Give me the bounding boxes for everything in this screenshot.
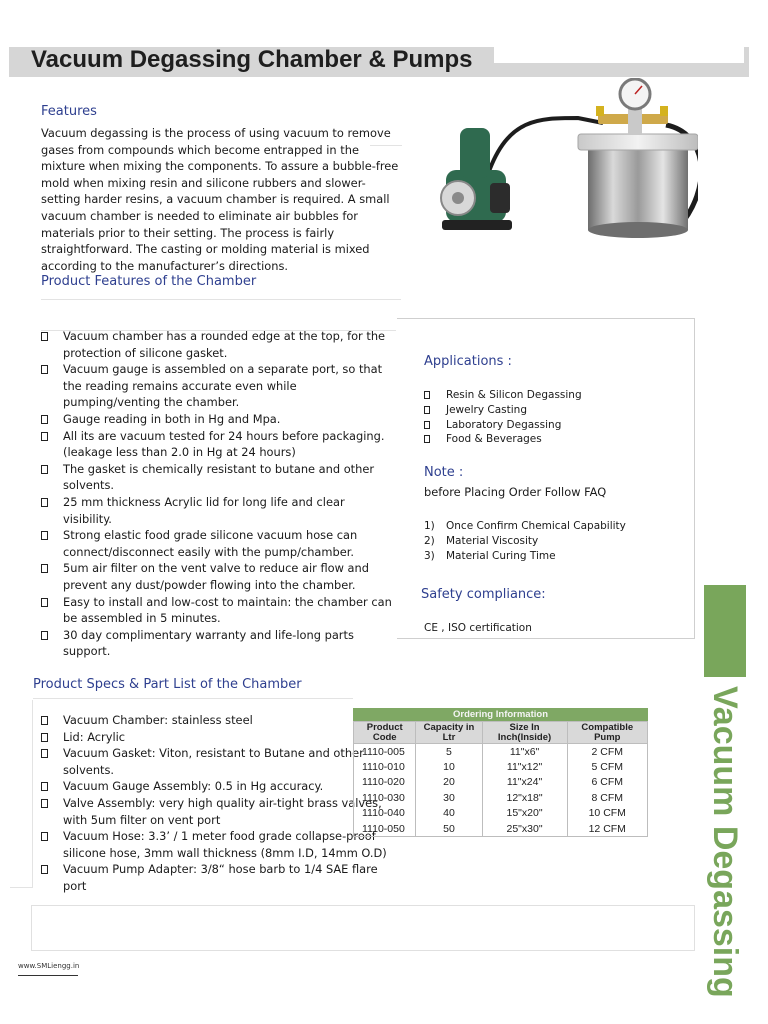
feature-item: [41, 361, 396, 411]
table-row: [354, 759, 648, 775]
feature-item: [41, 461, 396, 494]
table-row: [354, 744, 648, 760]
checkbox-bullet-icon: [41, 782, 48, 791]
table-row: [354, 806, 648, 822]
feature-item: [41, 527, 396, 560]
spec-item: [41, 795, 401, 828]
checkbox-bullet-icon: [41, 749, 48, 758]
ordering-caption: Ordering Information: [353, 708, 648, 721]
product-features-heading: Product Features of the Chamber: [41, 274, 257, 289]
table-cell: 30: [416, 790, 482, 806]
feature-item-text: The gasket is chemically resistant to butane and other solvents.: [63, 461, 375, 493]
table-cell: 15"x20": [482, 806, 567, 822]
checkbox-bullet-icon: [41, 631, 48, 640]
note-item: [424, 519, 684, 534]
applications-heading: Applications :: [424, 354, 512, 369]
table-cell: 11"x6": [482, 744, 567, 760]
note-item-text: Material Viscosity: [446, 534, 539, 547]
table-header-cell: Compatible Pump: [567, 722, 647, 744]
table-row: [354, 790, 648, 806]
ordering-table: [353, 708, 648, 837]
footer-underline: [18, 975, 78, 976]
table-cell: 10 CFM: [567, 806, 647, 822]
table-row: [354, 821, 648, 837]
application-item-text: Food & Beverages: [446, 433, 542, 446]
divider: [33, 698, 353, 699]
divider: [41, 299, 401, 300]
checkbox-bullet-icon: [41, 332, 48, 341]
table-cell: 1110-050: [354, 821, 416, 837]
feature-item: [41, 411, 396, 428]
safety-heading: Safety compliance:: [421, 587, 546, 602]
spec-item-text: Vacuum Gauge Assembly: 0.5 in Hg accuracy.: [63, 779, 324, 794]
table-cell: 10: [416, 759, 482, 775]
footer-url[interactable]: www.SMLiengg.in: [18, 962, 80, 970]
checkbox-bullet-icon: [41, 498, 48, 507]
spec-item: [41, 861, 401, 894]
spec-item-text: Vacuum Gasket: Viton, resistant to Butane and other solvents.: [63, 746, 364, 777]
spec-item: [41, 778, 401, 795]
note-item: [424, 549, 684, 564]
table-cell: 1110-030: [354, 790, 416, 806]
feature-item: [41, 328, 396, 361]
feature-item-text: Vacuum chamber has a rounded edge at the top, for the protection of silicone gasket.: [63, 329, 386, 360]
checkbox-bullet-icon: [41, 799, 48, 808]
feature-item-text: Easy to install and low-cost to maintain: the chamber can be assembled in 5 minutes.: [63, 594, 392, 626]
specs-heading: Product Specs & Part List of the Chamber: [33, 677, 302, 692]
table-cell: 1110-040: [354, 806, 416, 822]
note-item-text: Once Confirm Chemical Capability: [446, 520, 626, 532]
feature-item: [41, 560, 396, 593]
application-item: [424, 388, 684, 403]
table-cell: 5 CFM: [567, 759, 647, 775]
spec-item: [41, 712, 401, 729]
table-cell: 25"x30": [482, 821, 567, 837]
checkbox-bullet-icon: [41, 832, 48, 841]
table-cell: 1110-005: [354, 744, 416, 760]
feature-item-text: 25 mm thickness Acrylic lid for long life and clear visibility.: [63, 494, 345, 526]
spec-item: [41, 729, 401, 746]
application-item: [424, 432, 684, 447]
checkbox-bullet-icon: [424, 406, 430, 414]
checkbox-bullet-icon: [41, 465, 48, 474]
feature-item: [41, 494, 396, 527]
table-cell: 11"x24": [482, 775, 567, 791]
table-cell: 2 CFM: [567, 744, 647, 760]
checkbox-bullet-icon: [41, 865, 48, 874]
note-item-number: 1): [424, 520, 435, 532]
table-cell: 6 CFM: [567, 775, 647, 791]
features-heading: Features: [41, 104, 97, 119]
spec-item-text: Vacuum Pump Adapter: 3/8“ hose barb to 1/4 SAE flare port: [63, 862, 378, 893]
applications-list: [424, 388, 684, 447]
features-paragraph: Vacuum degassing is the process of using vacuum to remove gases from compounds which become entrapped in the mixture when mixing the components. To assure a bubble-free mold when mixing resin and silicone rubbers and slower-setting harder resins, a vacuum chamber is required. A small vacuum chamber is needed to eliminate air bubbles for materials prior to their setting. The process is fairly straightforward. The casting or molding material is mixed according to the manufacturer’s directions.: [41, 126, 399, 273]
spec-item-text: Valve Assembly: very high quality air-tight brass valves, with 5um filter on vent port: [63, 795, 382, 827]
checkbox-bullet-icon: [424, 421, 430, 429]
application-item-text: Laboratory Degassing: [446, 418, 562, 431]
table-cell: 12"x18": [482, 790, 567, 806]
feature-item: [41, 627, 396, 660]
spec-item: [41, 828, 401, 861]
spec-item: [41, 745, 401, 778]
application-item: [424, 403, 684, 418]
checkbox-bullet-icon: [41, 365, 48, 374]
note-intro: before Placing Order Follow FAQ: [424, 485, 607, 499]
note-list: [424, 519, 684, 563]
safety-text: CE , ISO certification: [424, 622, 532, 634]
vacuum-chamber-pump-image: [428, 78, 698, 248]
spec-item-text: Lid: Acrylic: [63, 729, 126, 744]
table-row: [354, 775, 648, 791]
table-cell: 8 CFM: [567, 790, 647, 806]
feature-item-text: 30 day complimentary warranty and life-long parts support.: [63, 627, 354, 659]
footer-box: [31, 905, 695, 951]
checkbox-bullet-icon: [41, 564, 48, 573]
note-item-text: Material Curing Time: [446, 549, 556, 562]
divider: [370, 145, 402, 146]
checkbox-bullet-icon: [41, 733, 48, 742]
title-bar-notch: [494, 47, 744, 63]
feature-item-text: Gauge reading in both in Hg and Mpa.: [63, 411, 281, 426]
side-label: Vacuum Degassing: [706, 686, 744, 998]
checkbox-bullet-icon: [41, 432, 48, 441]
checkbox-bullet-icon: [41, 598, 48, 607]
feature-item-text: 5um air filter on the vent valve to reduce air flow and prevent any dust/powder flowing into the chamber.: [63, 561, 369, 592]
application-item: [424, 418, 684, 433]
feature-item-text: All its are vacuum tested for 24 hours before packaging. (leakage less than 2.0 in Hg at 24 hours): [63, 428, 385, 460]
divider: [32, 700, 33, 888]
application-item-text: Jewelry Casting: [446, 403, 527, 416]
divider: [10, 887, 32, 888]
specs-list: [41, 712, 401, 895]
table-cell: 12 CFM: [567, 821, 647, 837]
page-title: Vacuum Degassing Chamber & Pumps: [31, 46, 473, 73]
product-features-list: [41, 328, 396, 660]
feature-item: [41, 428, 396, 461]
table-cell: 20: [416, 775, 482, 791]
side-accent-bar: [704, 585, 746, 677]
checkbox-bullet-icon: [424, 435, 430, 443]
spec-item-text: Vacuum Hose: 3.3’ / 1 meter food grade collapse-proof silicone hose, 3mm wall thickness (8mm I.D, 14mm O.D): [63, 829, 387, 860]
table-header-cell: Capacity in Ltr: [416, 722, 482, 744]
note-item: [424, 534, 684, 549]
table-cell: 50: [416, 821, 482, 837]
checkbox-bullet-icon: [424, 391, 430, 399]
feature-item: [41, 594, 396, 627]
table-cell: 1110-020: [354, 775, 416, 791]
checkbox-bullet-icon: [41, 716, 48, 725]
checkbox-bullet-icon: [41, 531, 48, 540]
note-heading: Note :: [424, 465, 464, 480]
checkbox-bullet-icon: [41, 415, 48, 424]
note-item-number: 2): [424, 534, 435, 547]
feature-item-text: Strong elastic food grade silicone vacuum hose can connect/disconnect easily with the pump/chamber.: [63, 528, 358, 559]
table-header-cell: Product Code: [354, 722, 416, 744]
feature-item-text: Vacuum gauge is assembled on a separate port, so that the reading remains accurate even while pumping/venting the chamber.: [63, 362, 383, 410]
note-item-number: 3): [424, 549, 435, 562]
table-cell: 40: [416, 806, 482, 822]
table-cell: 1110-010: [354, 759, 416, 775]
table-header-cell: Size In Inch(Inside): [482, 722, 567, 744]
table-cell: 11"x12": [482, 759, 567, 775]
spec-item-text: Vacuum Chamber: stainless steel: [63, 713, 253, 727]
table-cell: 5: [416, 744, 482, 760]
application-item-text: Resin & Silicon Degassing: [446, 389, 582, 401]
